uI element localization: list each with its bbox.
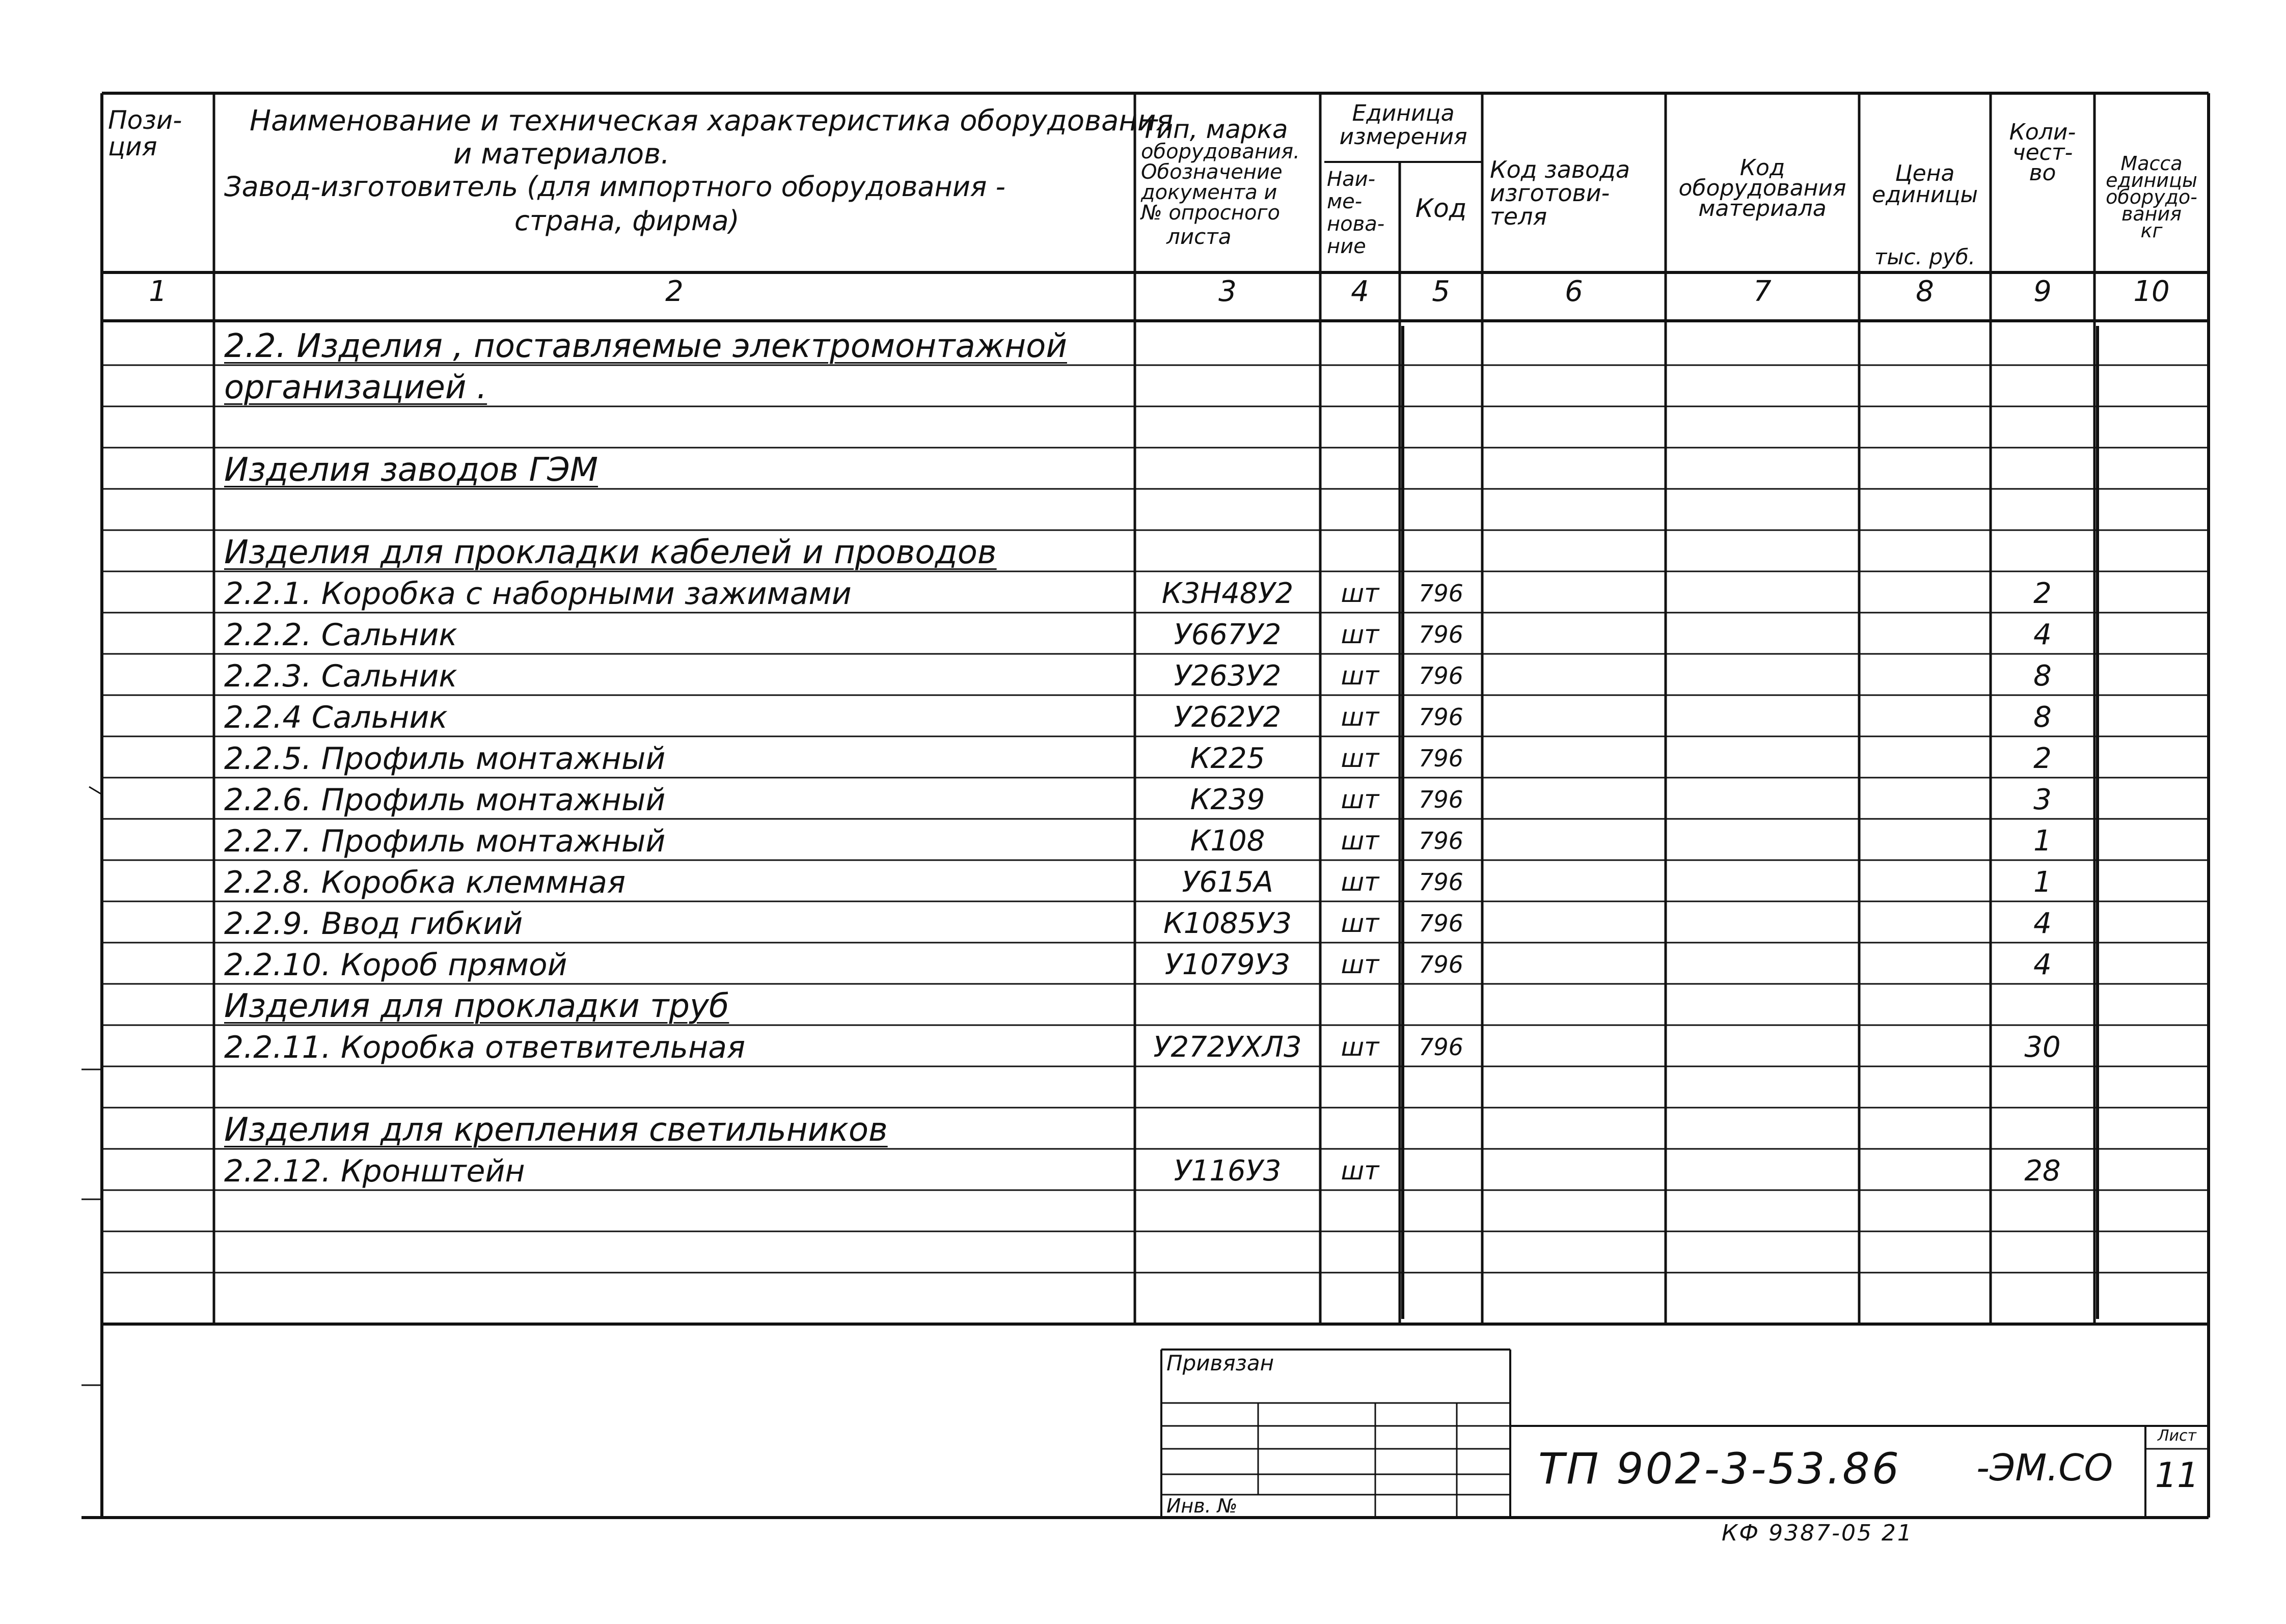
header-mass: Масса единицы оборудо- вания кг <box>2106 152 2197 242</box>
row-name: 2.2.4 Сальник <box>224 699 448 735</box>
header-unit-code: Код <box>1415 194 1467 223</box>
column-number: 7 <box>1753 275 1772 308</box>
header-type-l4: документа и <box>1141 181 1277 204</box>
row-name: 2.2.5. Профиль монтажный <box>224 740 666 777</box>
row-type: У263У2 <box>1174 659 1282 693</box>
row-unit-code: 796 <box>1419 1033 1463 1061</box>
row-unit-code: 796 <box>1419 579 1463 607</box>
document-code: ТП 902-3-53.86 <box>1538 1444 1901 1494</box>
row-quantity: 30 <box>2024 1030 2061 1064</box>
header-name-line3: Завод-изготовитель (для импортного оборудования - <box>224 171 1006 203</box>
row-name: 2.2.11. Коробка ответвительная <box>224 1029 746 1065</box>
row-quantity: 4 <box>2033 948 2052 981</box>
header-price-unit: тыс. руб. <box>1874 244 1976 269</box>
stamp-inv-no: Инв. № <box>1166 1495 1238 1517</box>
header-type-l6: листа <box>1166 224 1232 249</box>
column-number: 6 <box>1565 275 1583 308</box>
header-quantity: Коли- чест- во <box>2009 119 2076 186</box>
row-name: 2.2.6. Профиль монтажный <box>224 782 666 818</box>
column-number: 4 <box>1351 275 1369 308</box>
row-type: У272УХЛ3 <box>1153 1030 1302 1064</box>
row-quantity: 1 <box>2033 865 2052 899</box>
row-unit: шт <box>1341 702 1379 732</box>
row-type: К108 <box>1190 824 1265 858</box>
column-number: 10 <box>2133 275 2170 308</box>
row-name: Изделия для прокладки труб <box>224 987 729 1025</box>
row-unit: шт <box>1341 784 1379 814</box>
row-name: Изделия для прокладки кабелей и проводов <box>224 533 997 571</box>
row-quantity: 8 <box>2033 700 2052 734</box>
row-name: Изделия для крепления светильников <box>224 1111 888 1149</box>
row-type: У1079У3 <box>1164 948 1291 981</box>
header-name-line4: страна, фирма) <box>514 205 740 237</box>
row-name: организацией . <box>224 368 487 406</box>
header-unit-name: Наи- ме- нова- ние <box>1327 168 1385 258</box>
row-name: 2.2.10. Короб прямой <box>224 947 567 983</box>
header-type-l5: № опросного <box>1141 201 1280 225</box>
row-unit: шт <box>1341 867 1379 897</box>
row-quantity: 28 <box>2024 1154 2061 1188</box>
header-position: Пози- ция <box>108 105 182 161</box>
document-suffix: -ЭМ.СО <box>1976 1446 2113 1489</box>
row-name: 2.2.1. Коробка с наборными зажимами <box>224 575 852 612</box>
row-unit-code: 796 <box>1419 909 1463 937</box>
row-name: 2.2.8. Коробка клеммная <box>224 864 626 900</box>
row-unit: шт <box>1341 619 1379 649</box>
row-name: 2.2.3. Сальник <box>224 658 457 694</box>
row-type: У615А <box>1182 865 1273 899</box>
sheet-number: 11 <box>2155 1455 2199 1496</box>
row-unit: шт <box>1341 743 1379 773</box>
row-unit: шт <box>1341 660 1379 691</box>
header-type-l3: Обозначение <box>1141 160 1283 184</box>
row-unit: шт <box>1341 825 1379 856</box>
row-unit: шт <box>1341 908 1379 938</box>
header-equip-code: Код оборудования материала <box>1678 155 1846 222</box>
row-quantity: 8 <box>2033 659 2052 693</box>
row-type: У262У2 <box>1174 700 1282 734</box>
row-type: К3Н48У2 <box>1161 576 1294 610</box>
footer-code: КФ 9387-05 21 <box>1722 1520 1913 1546</box>
row-quantity: 2 <box>2033 576 2052 610</box>
row-quantity: 4 <box>2033 906 2052 940</box>
row-unit: шт <box>1341 578 1379 608</box>
header-price: Цена единицы <box>1871 160 1978 208</box>
header-type-top: Тип, марка <box>1141 115 1288 144</box>
row-type: К225 <box>1190 741 1265 775</box>
header-name-line1: Наименование и техническая характеристика оборудования <box>250 104 1173 137</box>
row-quantity: 4 <box>2033 618 2052 651</box>
column-number: 3 <box>1218 275 1237 308</box>
column-number: 2 <box>665 275 684 308</box>
row-unit-code: 796 <box>1419 703 1463 731</box>
row-unit: шт <box>1341 1032 1379 1062</box>
header-type-l2: оборудования. <box>1141 140 1300 163</box>
row-name: Изделия заводов ГЭМ <box>224 451 598 489</box>
row-unit-code: 796 <box>1419 744 1463 772</box>
column-number: 8 <box>1916 275 1934 308</box>
row-name: 2.2. Изделия , поставляемые электромонтажной <box>224 327 1067 365</box>
row-unit: шт <box>1341 949 1379 979</box>
header-plant-code: Код завода изготови- теля <box>1490 156 1630 230</box>
row-unit-code: 796 <box>1419 950 1463 978</box>
row-type: У667У2 <box>1174 618 1282 651</box>
row-name: 2.2.9. Ввод гибкий <box>224 905 523 942</box>
row-unit-code: 796 <box>1419 868 1463 896</box>
row-name: 2.2.7. Профиль монтажный <box>224 823 666 859</box>
row-unit-code: 796 <box>1419 827 1463 855</box>
row-name: 2.2.12. Кронштейн <box>224 1153 525 1189</box>
sheet-label: Лист <box>2157 1427 2197 1445</box>
column-number: 1 <box>149 275 167 308</box>
stamp-privyazan: Привязан <box>1166 1351 1274 1375</box>
header-name-line2: и материалов. <box>453 137 670 171</box>
column-number: 5 <box>1432 275 1450 308</box>
row-quantity: 2 <box>2033 741 2052 775</box>
row-type: К239 <box>1190 783 1265 816</box>
row-unit-code: 796 <box>1419 620 1463 648</box>
row-name: 2.2.2. Сальник <box>224 617 457 653</box>
row-quantity: 1 <box>2033 824 2052 858</box>
header-unit-group: Единица измерения <box>1339 100 1467 150</box>
row-type: К1085У3 <box>1163 906 1292 940</box>
row-type: У116У3 <box>1174 1154 1282 1188</box>
column-number: 9 <box>2033 275 2052 308</box>
row-unit-code: 796 <box>1419 785 1463 813</box>
row-unit-code: 796 <box>1419 662 1463 690</box>
row-unit: шт <box>1341 1155 1379 1186</box>
row-quantity: 3 <box>2033 783 2052 816</box>
